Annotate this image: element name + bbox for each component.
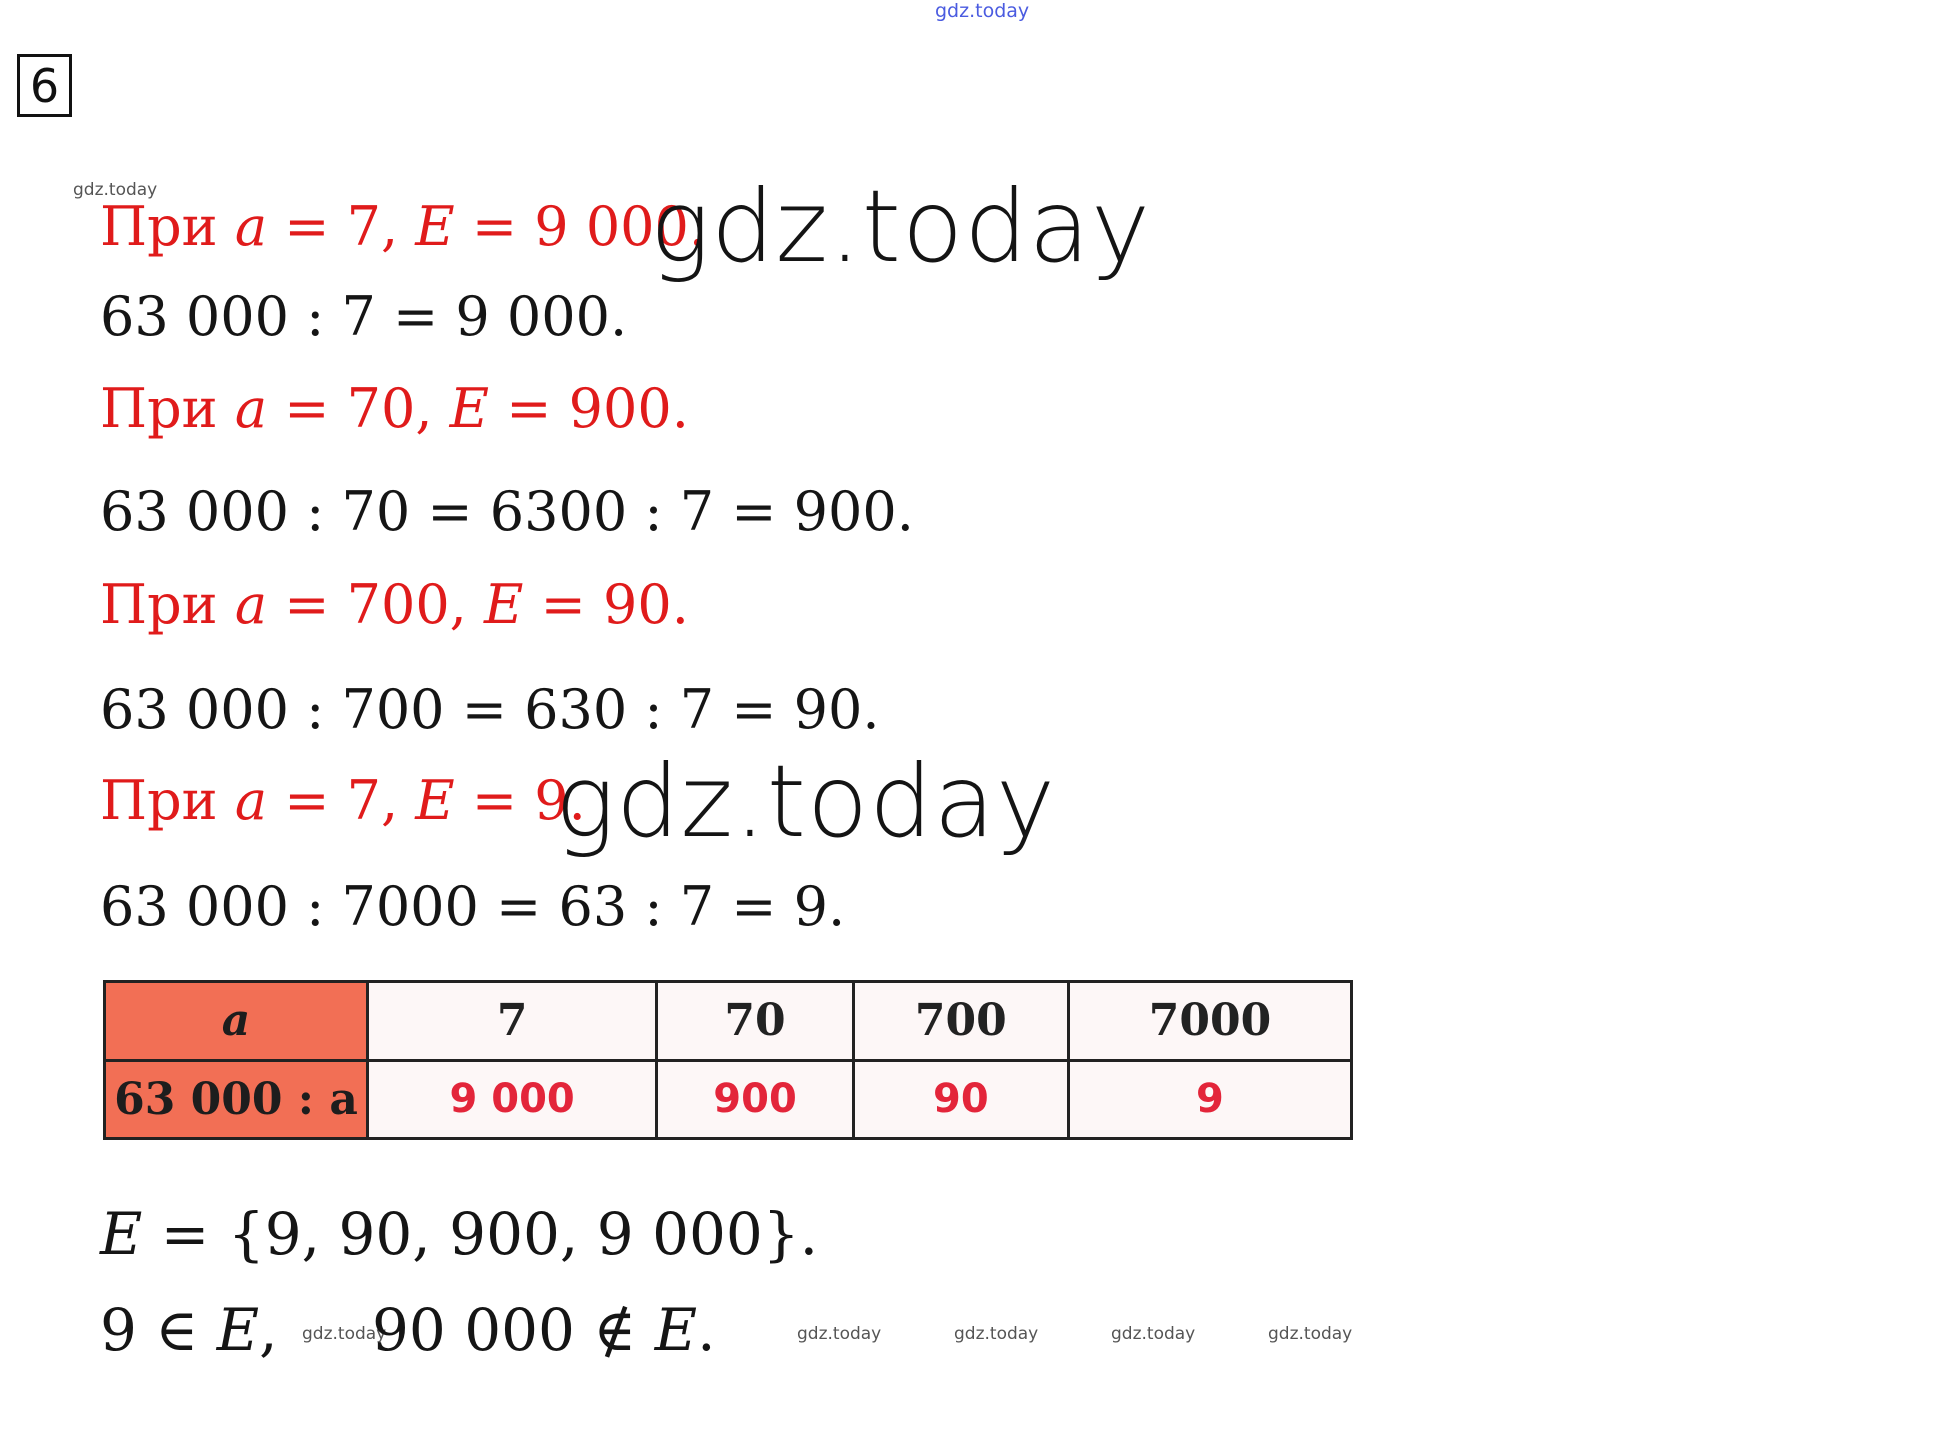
- watermark-small-left: gdz.today: [73, 180, 158, 200]
- case-4-prefix: При: [100, 769, 235, 832]
- case-3-eq1: = 700,: [267, 573, 485, 636]
- case-1-eq2: = 9 000.: [454, 195, 707, 258]
- set-definition: [100, 1200, 818, 1268]
- case-2-prefix: При: [100, 377, 235, 440]
- table-cell-result: 9 000: [368, 1060, 657, 1139]
- case-4-eq2: = 9.: [454, 769, 586, 832]
- case-3-prefix: При: [100, 573, 235, 636]
- case-1-var-e: E: [415, 195, 455, 258]
- table-cell-a: 70: [657, 982, 854, 1061]
- table-cell-a: 7: [368, 982, 657, 1061]
- table-cell-a: 700: [853, 982, 1068, 1061]
- table-cell-result: 900: [657, 1060, 854, 1139]
- case-4-var-a: a: [234, 769, 268, 832]
- membership-right: 90 000 ∉ E.: [372, 1296, 716, 1364]
- set-var: E: [100, 1200, 143, 1268]
- case-1-prefix: При: [100, 195, 235, 258]
- case-4: [100, 769, 586, 832]
- calc-1: 63 000 : 7 = 9 000.: [100, 285, 628, 348]
- table-header-result: 63 000 : a: [105, 1060, 368, 1139]
- case-3-eq2: = 90.: [523, 573, 689, 636]
- table-row-result: [105, 1060, 1352, 1139]
- case-3: [100, 573, 689, 636]
- case-1: [100, 195, 707, 258]
- watermark-bottom: gdz.today: [1268, 1324, 1353, 1344]
- watermark-top: gdz.today: [935, 0, 1030, 22]
- membership-left: 9 ∈ E,: [100, 1296, 278, 1364]
- case-2-var-a: a: [234, 377, 268, 440]
- set-elements: = {9, 90, 900, 9 000}.: [142, 1200, 819, 1268]
- watermark-big-1: gdz.today: [650, 168, 1152, 285]
- table-cell-result: 9: [1068, 1060, 1351, 1139]
- watermark-bottom: gdz.today: [302, 1324, 387, 1344]
- calc-2: 63 000 : 70 = 6300 : 7 = 900.: [100, 480, 914, 543]
- values-table: [103, 980, 1353, 1140]
- table-header-a: a: [105, 982, 368, 1061]
- case-1-eq1: = 7,: [267, 195, 416, 258]
- case-4-var-e: E: [415, 769, 455, 832]
- case-2-eq1: = 70,: [267, 377, 450, 440]
- watermark-bottom: gdz.today: [954, 1324, 1039, 1344]
- table-cell-result: 90: [853, 1060, 1068, 1139]
- watermark-bottom: gdz.today: [797, 1324, 882, 1344]
- watermark-bottom: gdz.today: [1111, 1324, 1196, 1344]
- case-4-eq1: = 7,: [267, 769, 416, 832]
- calc-3: 63 000 : 700 = 630 : 7 = 90.: [100, 678, 880, 741]
- case-2: [100, 377, 689, 440]
- case-2-eq2: = 900.: [489, 377, 689, 440]
- case-2-var-e: E: [449, 377, 490, 440]
- watermark-big-2: gdz.today: [555, 743, 1057, 860]
- calc-4: 63 000 : 7000 = 63 : 7 = 9.: [100, 875, 846, 938]
- case-3-var-a: a: [234, 573, 268, 636]
- table-row-a: [105, 982, 1352, 1061]
- case-3-var-e: E: [484, 573, 524, 636]
- task-number-box: 6: [17, 54, 72, 117]
- case-1-var-a: a: [234, 195, 268, 258]
- table-cell-a: 7000: [1068, 982, 1351, 1061]
